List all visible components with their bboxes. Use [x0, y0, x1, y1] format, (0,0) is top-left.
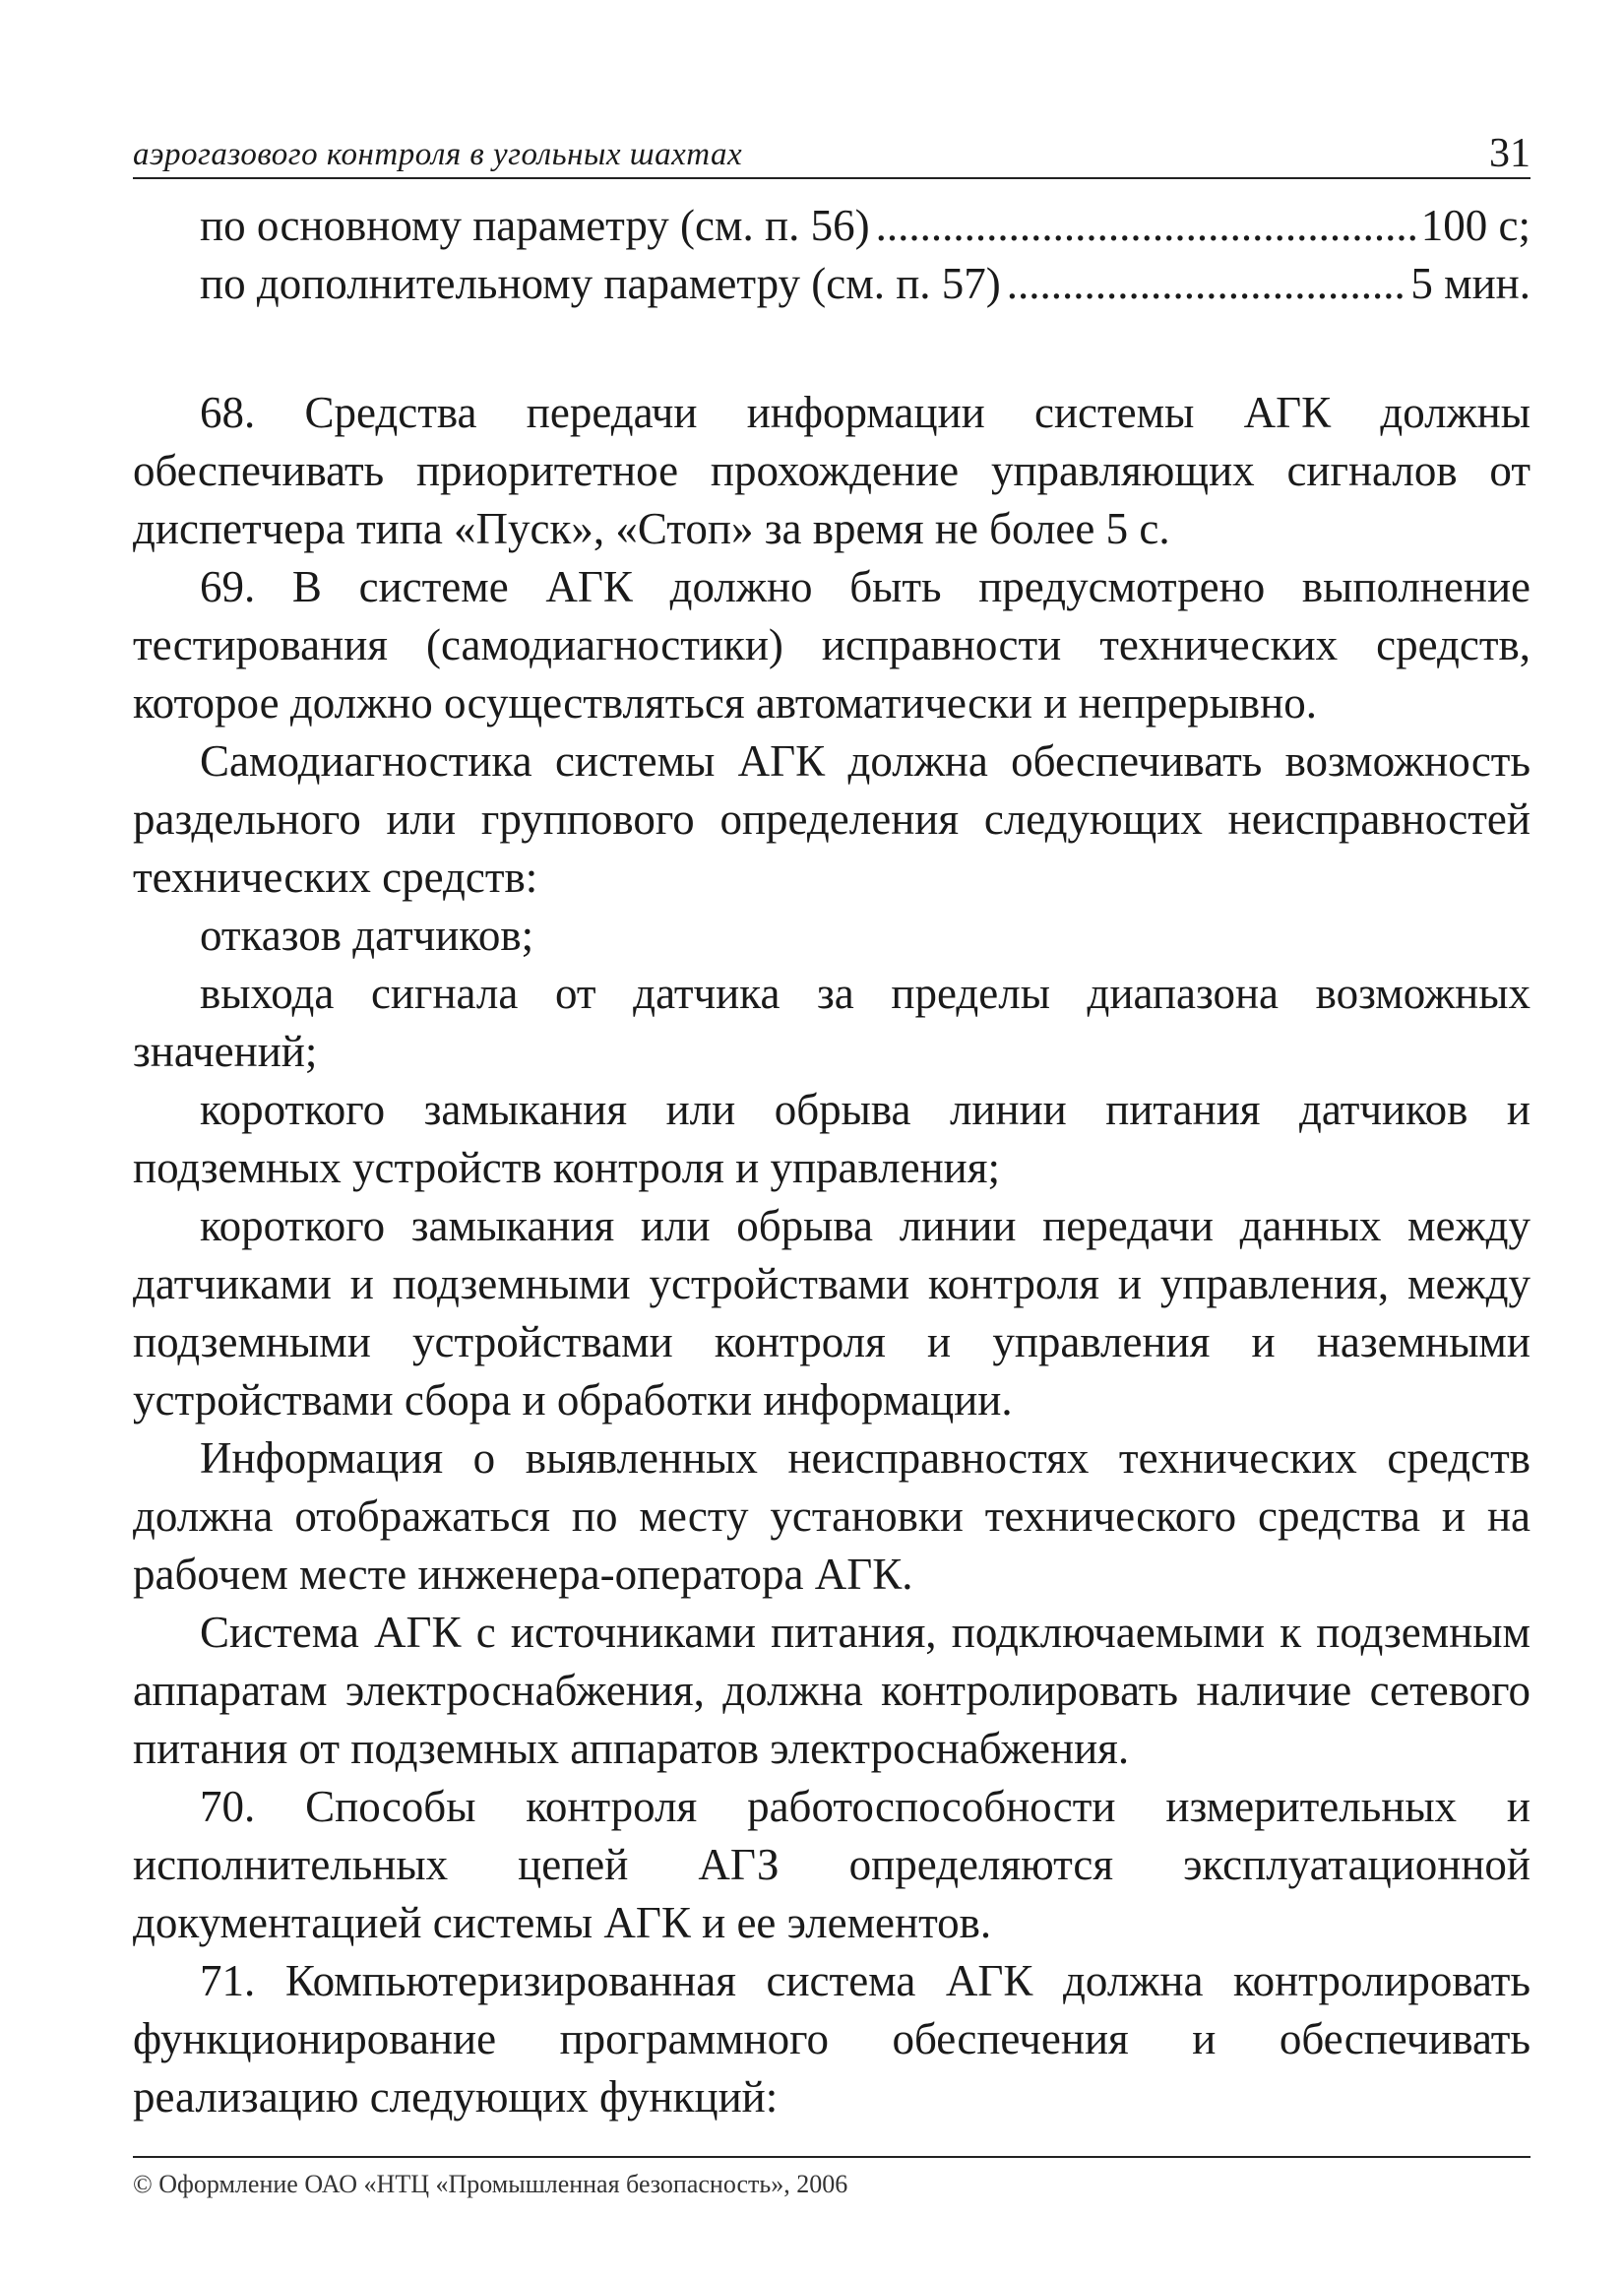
dot-leader [1007, 255, 1405, 313]
document-page [133, 118, 1530, 2126]
paragraph-fault-display: Информация о выявленных неисправностях технических средств должна отображаться по месту установки технического средства и на рабочем месте инженера-оператора АГК. [133, 1433, 1530, 1599]
paragraph-68: 68. Средства передачи информации системы АГК должны обеспечивать приоритетное прохождение управляющих сигналов от диспетчера типа «Пуск», «Стоп» за время не более 5 с. [133, 388, 1530, 553]
section-gap [133, 313, 1530, 384]
leader-label: по основному параметру (см. п. 56) [200, 201, 870, 250]
paragraph-69: 69. В системе АГК должно быть предусмотрено выполнение тестирования (самодиагностики) исправности технических средств, которое должно осуществляться автоматически и непрерывно. [133, 562, 1530, 728]
document-body [133, 197, 1530, 2126]
leader-label: по дополнительному параметру (см. п. 57) [200, 259, 1001, 308]
list-item-power-line-fault: короткого замыкания или обрыва линии питания датчиков и подземных устройств контроля и управления; [133, 1085, 1530, 1192]
running-header [133, 118, 1530, 179]
leader-value: 5 мин. [1410, 259, 1530, 308]
leader-value: 100 с; [1420, 201, 1530, 250]
leader-line-extra-parameter [133, 255, 1530, 313]
list-item-sensor-failures: отказов датчиков; [200, 911, 534, 960]
footer-copyright: © Оформление ОАО «НТЦ «Промышленная безопасность», 2006 [133, 2170, 848, 2198]
paragraph-self-diagnostics: Самодиагностика системы АГК должна обеспечивать возможность раздельного или группового определения следующих неисправностей технических средств: [133, 736, 1530, 902]
paragraph-70: 70. Способы контроля работоспособности измерительных и исполнительных цепей АГЗ определяются эксплуатационной документацией системы АГК и ее элементов. [133, 1782, 1530, 1947]
list-item-data-line-fault: короткого замыкания или обрыва линии передачи данных между датчиками и подземными устройствами контроля и управления, между подземными устройствами контроля и управления и наземными устройствами сбора и обработки информации. [133, 1201, 1530, 1425]
list-item-signal-out-of-range: выхода сигнала от датчика за пределы диапазона возможных значений; [133, 969, 1530, 1076]
footer-divider [133, 2156, 1530, 2158]
paragraph-power-control: Система АГК с источниками питания, подключаемыми к подземным аппаратам электроснабжения, должна контролировать наличие сетевого питания от подземных аппаратов электроснабжения. [133, 1608, 1530, 1773]
leader-line-main-parameter [133, 197, 1530, 255]
header-title: аэрогазового контроля в угольных шахтах [133, 137, 743, 172]
paragraph-71: 71. Компьютеризированная система АГК должна контролировать функционирование программного обеспечения и обеспечивать реализацию следующих функций: [133, 1956, 1530, 2122]
dot-leader [876, 197, 1415, 255]
page-number: 31 [1489, 131, 1530, 176]
